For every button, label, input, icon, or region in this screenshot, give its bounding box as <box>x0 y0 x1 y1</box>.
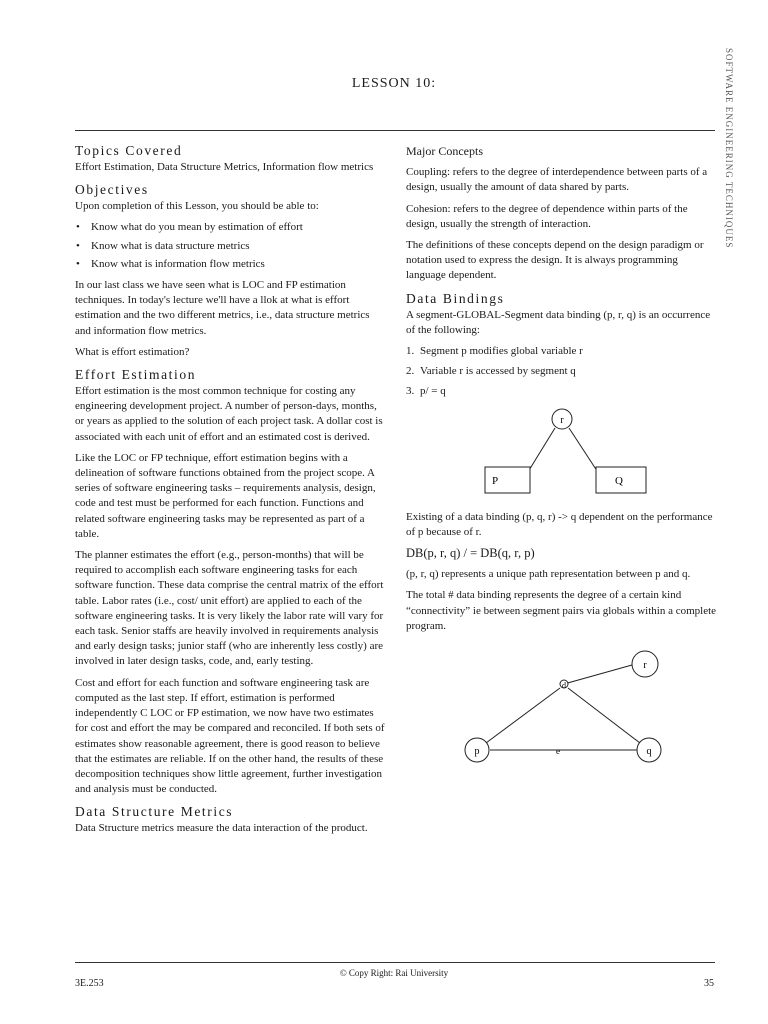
effort-paragraph: The planner estimates the effort (e.g., person-months) that will be required to accomplish each software engineering tasks for each software function. These data comprise the central matrix of the effort table. Labor rates (i.e., cost/ unit effort) are applied to each of the software engineering tasks. It is very likely the labor rate will vary for each task. Senior staffs are heavily involved in requirements analysis and early design tasks; junior staff (who are inherently less costly) are involved in later design tasks, code, and, early testing. <box>75 549 384 668</box>
intro-paragraph: In our last class we have seen what is LOC and FP estimation techniques. In today's lecture we'll have a llok at what is effort estimation and the two different metrics, i.e., data structure metrics and information flow metrics. <box>75 279 370 337</box>
objectives-heading: Objectives <box>75 182 149 198</box>
topics-text: Effort Estimation, Data Structure Metrics, Information flow metrics <box>75 161 374 173</box>
binding-diagram <box>406 405 718 510</box>
objectives-list <box>75 220 385 272</box>
definitions-note: The definitions of these concepts depend on the design paradigm or notation used to express the design. It is always programming language dependent. <box>406 239 704 282</box>
footer-page-number: 35 <box>704 978 714 989</box>
binding-item: 2. Variable r is accessed by segment q <box>406 365 576 378</box>
footer-course-code: 3E.253 <box>75 978 104 989</box>
right-column <box>406 142 718 770</box>
footer-divider <box>75 962 715 963</box>
left-column <box>75 142 385 843</box>
side-label <box>724 48 740 288</box>
total-bindings-text: The total # data binding represents the degree of a certain kind “connectivity” ie between segment pairs via globals within a complete program. <box>406 589 717 632</box>
objective-item: • Know what is data structure metrics <box>75 239 385 254</box>
edge-d-q <box>568 688 640 743</box>
cohesion-definition: Cohesion: refers to the degree of dependence within parts of the design, usually the strength of interaction. <box>406 202 688 230</box>
bindings-intro: A segment-GLOBAL-Segment data binding (p, r, q) is an occurrence of the following: <box>406 308 711 336</box>
node-q-label: Q <box>615 474 623 487</box>
binding-item: 1. Segment p modifies global variable r <box>406 345 583 358</box>
coupling-definition: Coupling: refers to the degree of interdependence between parts of a design, usually the amount of data shared by parts. <box>406 166 708 194</box>
effort-paragraph: Effort estimation is the most common technique for costing any engineering development project. A number of person-days, months, or years as applied to the solution of each project task. A dollar cost is associated with each unit of effort and an estimated cost is derived. <box>75 385 383 443</box>
existing-binding-text: Existing of a data binding (p, q, r) -> q dependent on the performance of p because of r. <box>406 510 713 538</box>
header-divider <box>75 130 715 131</box>
unique-path-text: (p, r, q) represents a unique path representation between p and q. <box>406 568 691 581</box>
objective-item: • Know what do you mean by estimation of effort <box>75 220 385 235</box>
data-structure-metrics-text: Data Structure metrics measure the data interaction of the product. <box>75 822 368 835</box>
lesson-title: LESSON 10: <box>351 76 437 91</box>
side-label-text: SOFTWARE ENGINEERING TECHNIQUES <box>724 48 734 249</box>
node-p2-label: p <box>474 746 480 758</box>
topics-heading: Topics Covered <box>75 143 183 158</box>
data-structure-metrics-heading: Data Structure Metrics <box>75 804 234 820</box>
effort-paragraph: Like the LOC or FP technique, effort estimation begins with a delineation of software functions obtained from the project scope. A series of software engineering tasks – requirements analysis, design, code and test must be performed for each function. Functions and related software engineering tasks may be represented as part of a table. <box>75 451 376 540</box>
connectivity-diagram <box>406 640 718 770</box>
node-p-label: P <box>492 474 499 487</box>
node-q2-label: q <box>646 746 652 758</box>
objectives-intro: Upon completion of this Lesson, you should be able to: <box>75 200 319 213</box>
edge-e-label: e <box>556 746 560 757</box>
effort-paragraph: Cost and effort for each function and software engineering task are computed as the last step. If effort, estimation is performed independently C LOC or FP estimation, we now have two estimates for cost and effort the may be compared and reconciled. If both sets of estimates show reasonable agreement, there is good reason to believe that the estimates are reliable. If on the other hand, the results of these decomposition techniques show little agreement, further investigation and analysis must be conducted. <box>75 676 385 796</box>
data-bindings-heading: Data Bindings <box>406 290 505 306</box>
bindings-list <box>406 344 718 400</box>
binding-formula: DB(p, r, q) / = DB(q, r, p) <box>406 546 535 561</box>
major-concepts-heading: Major Concepts <box>406 144 483 158</box>
binding-item: 3. p/ = q <box>406 385 446 398</box>
objective-item: • Know what is information flow metrics <box>75 257 385 272</box>
edge-d-r <box>564 665 632 684</box>
effort-question: What is effort estimation? <box>75 345 190 358</box>
edge-d-p <box>486 688 560 743</box>
effort-estimation-heading: Effort Estimation <box>75 367 197 383</box>
node-d-label: d <box>562 681 566 691</box>
footer-copyright: © Copy Right: Rai University <box>339 968 449 978</box>
node-r-label: r <box>560 414 564 426</box>
node-r2-label: r <box>643 660 647 672</box>
